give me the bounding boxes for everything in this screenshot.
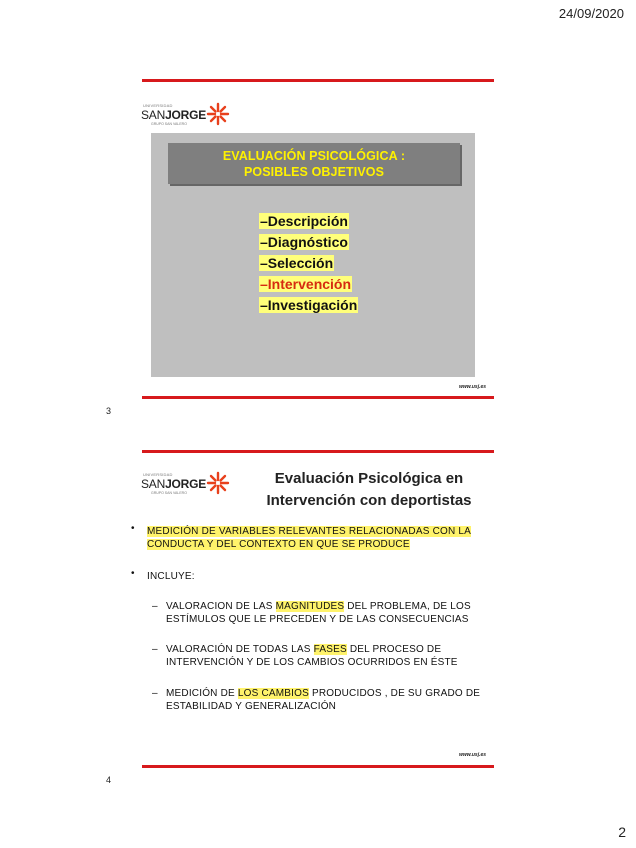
- slide1-top-rule: [142, 79, 494, 82]
- slide1-logo: UNIVERSIDAD SANJORGE GRUPO SAN VALERO: [141, 103, 231, 127]
- sub-bullet-marker: –: [152, 601, 158, 612]
- slide2-bottom-rule: [142, 765, 494, 768]
- sub-bullet-phases: VALORACIÓN DE TODAS LAS FASES DEL PROCESO DE INTERVENCIÓN Y DE LOS CAMBIOS OCURRIDOS EN ÉSTE: [166, 644, 458, 668]
- sub-bullet-marker: –: [152, 688, 158, 699]
- page-number: 2: [618, 824, 626, 840]
- print-date: 24/09/2020: [558, 6, 624, 21]
- sub-bullet-magnitudes: VALORACION DE LAS MAGNITUDES DEL PROBLEMA, DE LOS ESTÍMULOS QUE LE PRECEDEN Y DE LAS CONSECUENCIAS: [166, 601, 471, 625]
- bullet-marker: •: [131, 523, 135, 534]
- slide1-bottom-rule: [142, 396, 494, 399]
- bullet-includes: INCLUYE:: [147, 571, 195, 582]
- slide2-number: 4: [106, 775, 112, 785]
- slide1-title-box: [168, 143, 460, 184]
- objective-item: –Selección: [260, 255, 334, 271]
- slide2-title: Evaluación Psicológica en Intervención con deportistas: [266, 470, 472, 509]
- bullet-measurement: MEDICIÓN DE VARIABLES RELEVANTES RELACIONADAS CON LA CONDUCTA Y DEL CONTEXTO EN QUE SE PRODUCE: [147, 526, 471, 550]
- sub-bullet-changes: MEDICIÓN DE LOS CAMBIOS PRODUCIDOS , DE SU GRADO DE ESTABILIDAD Y GENERALIZACIÓN: [166, 688, 481, 712]
- objective-item: –Descripción: [260, 213, 348, 229]
- star-logo-icon: [206, 102, 230, 126]
- objective-item: –Investigación: [260, 297, 358, 313]
- objective-item-highlighted: –Intervención: [260, 276, 352, 292]
- star-logo-icon: [206, 471, 230, 495]
- slide1-title-line2: POSIBLES OBJETIVOS: [243, 164, 385, 179]
- slide1-url: www.usj.es: [459, 384, 487, 390]
- slide2-logo: UNIVERSIDAD SANJORGE GRUPO SAN VALERO: [141, 472, 231, 496]
- slide2-url: www.usj.es: [459, 752, 487, 758]
- bullet-marker: •: [131, 568, 135, 579]
- slide1-title-line1: EVALUACIÓN PSICOLÓGICA :: [222, 148, 406, 163]
- slide1-number: 3: [106, 406, 112, 416]
- sub-bullet-marker: –: [152, 644, 158, 655]
- slide2-top-rule: [142, 450, 494, 453]
- objective-item: –Diagnóstico: [260, 234, 348, 250]
